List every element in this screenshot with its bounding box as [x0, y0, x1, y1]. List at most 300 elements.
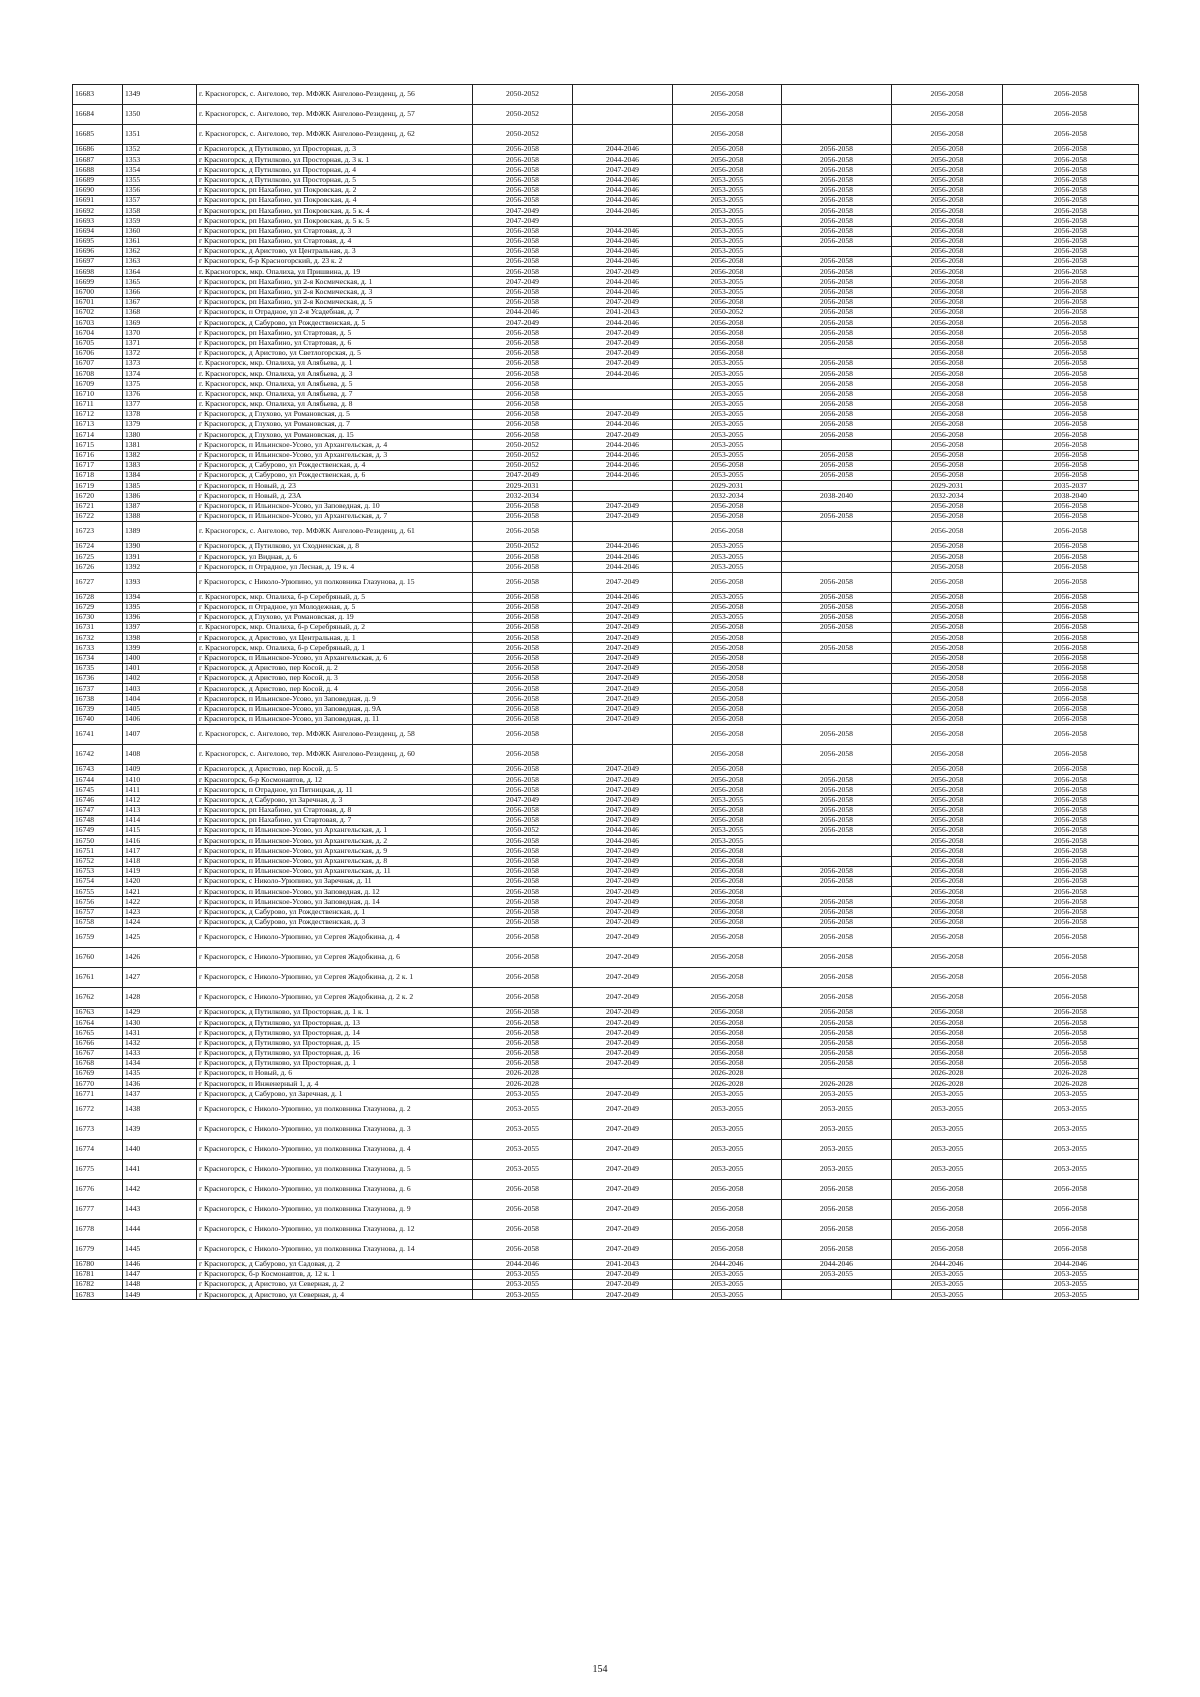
table-row	[73, 917, 1139, 927]
cell-term-2: 2047-2049	[573, 1018, 673, 1028]
table-row	[73, 145, 1139, 155]
table-row	[73, 1179, 1139, 1199]
cell-address: г Красногорск, рп Нахабино, ул 2-я Космическая, д. 5	[197, 297, 473, 307]
cell-term-2: 2044-2046	[573, 836, 673, 846]
cell-term-2: 2047-2049	[573, 653, 673, 663]
cell-term-5: 2056-2058	[892, 927, 1003, 947]
table-row	[73, 1069, 1139, 1079]
cell-row-number: 16693	[73, 216, 123, 226]
cell-row-number: 16727	[73, 572, 123, 592]
cell-term-1: 2056-2058	[473, 358, 573, 368]
table-row	[73, 277, 1139, 287]
cell-term-1: 2056-2058	[473, 897, 573, 907]
table-row	[73, 1259, 1139, 1269]
cell-term-2	[573, 491, 673, 501]
cell-term-5: 2056-2058	[892, 856, 1003, 866]
cell-term-1: 2056-2058	[473, 1048, 573, 1058]
cell-address: г Красногорск, с Николо-Урюпино, ул полковника Глазунова, д. 15	[197, 572, 473, 592]
data-table	[72, 84, 1139, 1300]
table-row	[73, 633, 1139, 643]
cell-term-5: 2056-2058	[892, 165, 1003, 175]
cell-term-3: 2029-2031	[673, 481, 782, 491]
cell-term-1: 2056-2058	[473, 602, 573, 612]
cell-term-2: 2044-2046	[573, 471, 673, 481]
cell-term-4	[782, 633, 892, 643]
cell-term-1: 2056-2058	[473, 1239, 573, 1259]
cell-term-6: 2056-2058	[1003, 815, 1139, 825]
table-row	[73, 195, 1139, 205]
cell-row-number: 16767	[73, 1048, 123, 1058]
cell-address: г Красногорск, рп Нахабино, ул Покровская, д. 4	[197, 195, 473, 205]
table-row	[73, 947, 1139, 967]
cell-address: г Красногорск, д Аристово, пер Косой, д. 3	[197, 674, 473, 684]
cell-term-3: 2050-2052	[673, 308, 782, 318]
cell-term-1: 2053-2055	[473, 1139, 573, 1159]
cell-term-3: 2056-2058	[673, 907, 782, 917]
cell-row-number: 16769	[73, 1069, 123, 1079]
cell-item-number: 1359	[123, 216, 197, 226]
cell-address: г Красногорск, д Сабурово, ул Рождественская, д. 6	[197, 471, 473, 481]
cell-term-3: 2056-2058	[673, 663, 782, 673]
cell-term-4: 2056-2058	[782, 318, 892, 328]
cell-address: г Красногорск, рп Нахабино, ул Стартовая, д. 5	[197, 328, 473, 338]
cell-term-2: 2047-2049	[573, 887, 673, 897]
cell-term-1: 2056-2058	[473, 744, 573, 764]
cell-term-2: 2047-2049	[573, 338, 673, 348]
cell-term-6: 2056-2058	[1003, 785, 1139, 795]
cell-term-2: 2047-2049	[573, 907, 673, 917]
cell-term-3: 2053-2055	[673, 409, 782, 419]
cell-address: г Красногорск, п Ильинское-Усово, ул Заповедная, д. 12	[197, 887, 473, 897]
table-row	[73, 1018, 1139, 1028]
cell-term-2: 2047-2049	[573, 1179, 673, 1199]
cell-term-5: 2056-2058	[892, 185, 1003, 195]
cell-row-number: 16761	[73, 967, 123, 987]
cell-term-3: 2056-2058	[673, 623, 782, 633]
cell-term-2: 2044-2046	[573, 460, 673, 470]
cell-term-1: 2056-2058	[473, 501, 573, 511]
cell-term-6: 2056-2058	[1003, 277, 1139, 287]
cell-address: г. Красногорск, мкр. Опалиха, б-р Серебряный, д. 2	[197, 623, 473, 633]
cell-term-5: 2056-2058	[892, 471, 1003, 481]
cell-item-number: 1385	[123, 481, 197, 491]
table-row	[73, 399, 1139, 409]
cell-item-number: 1350	[123, 105, 197, 125]
table-row	[73, 866, 1139, 876]
cell-term-3: 2056-2058	[673, 1179, 782, 1199]
cell-term-4	[782, 856, 892, 866]
cell-term-4: 2056-2058	[782, 155, 892, 165]
cell-row-number: 16766	[73, 1038, 123, 1048]
cell-term-3: 2056-2058	[673, 714, 782, 724]
cell-term-3: 2056-2058	[673, 155, 782, 165]
cell-term-2: 2047-2049	[573, 694, 673, 704]
cell-term-4: 2053-2055	[782, 1089, 892, 1099]
cell-term-1: 2056-2058	[473, 328, 573, 338]
cell-term-4: 2056-2058	[782, 592, 892, 602]
cell-term-3: 2056-2058	[673, 947, 782, 967]
cell-address: г Красногорск, с Николо-Урюпино, ул полковника Глазунова, д. 5	[197, 1159, 473, 1179]
cell-item-number: 1353	[123, 155, 197, 165]
cell-term-1: 2056-2058	[473, 856, 573, 866]
cell-term-5: 2056-2058	[892, 358, 1003, 368]
cell-term-5: 2056-2058	[892, 1219, 1003, 1239]
cell-address: г Красногорск, д Глухово, ул Романовская, д. 19	[197, 612, 473, 622]
cell-item-number: 1426	[123, 947, 197, 967]
cell-term-2: 2047-2049	[573, 805, 673, 815]
cell-term-6: 2056-2058	[1003, 684, 1139, 694]
cell-term-4	[782, 764, 892, 774]
cell-term-2: 2047-2049	[573, 643, 673, 653]
cell-address: г Красногорск, п Ильинское-Усово, ул Архангельская, д. 3	[197, 450, 473, 460]
cell-term-1: 2056-2058	[473, 877, 573, 887]
cell-address: г Красногорск, д Путилково, ул Просторная, д. 14	[197, 1028, 473, 1038]
cell-address: г Красногорск, рп Нахабино, ул Стартовая, д. 8	[197, 805, 473, 815]
cell-term-2: 2047-2049	[573, 633, 673, 643]
cell-item-number: 1412	[123, 795, 197, 805]
cell-term-5: 2032-2034	[892, 491, 1003, 501]
cell-row-number: 16717	[73, 460, 123, 470]
cell-term-2	[573, 85, 673, 105]
cell-term-6: 2056-2058	[1003, 175, 1139, 185]
cell-term-6: 2056-2058	[1003, 764, 1139, 774]
cell-item-number: 1442	[123, 1179, 197, 1199]
cell-address: г Красногорск, д Аристово, ул Северная, д. 2	[197, 1280, 473, 1290]
cell-term-1: 2056-2058	[473, 389, 573, 399]
table-row	[73, 297, 1139, 307]
cell-term-4: 2038-2040	[782, 491, 892, 501]
cell-term-5: 2056-2058	[892, 85, 1003, 105]
table-row	[73, 105, 1139, 125]
cell-term-5: 2056-2058	[892, 206, 1003, 216]
cell-term-1: 2056-2058	[473, 866, 573, 876]
cell-term-4: 2056-2058	[782, 1179, 892, 1199]
cell-term-6: 2056-2058	[1003, 125, 1139, 145]
table-row	[73, 552, 1139, 562]
table-row	[73, 592, 1139, 602]
cell-row-number: 16737	[73, 684, 123, 694]
cell-term-2	[573, 216, 673, 226]
cell-term-1: 2056-2058	[473, 1028, 573, 1038]
cell-term-3: 2056-2058	[673, 1028, 782, 1038]
cell-row-number: 16729	[73, 602, 123, 612]
cell-term-3: 2056-2058	[673, 805, 782, 815]
cell-address: г Красногорск, с Николо-Урюпино, ул Сергея Жадобкина, д. 6	[197, 947, 473, 967]
cell-term-6: 2053-2055	[1003, 1290, 1139, 1300]
cell-item-number: 1390	[123, 541, 197, 551]
cell-term-2: 2047-2049	[573, 856, 673, 866]
cell-term-1: 2056-2058	[473, 195, 573, 205]
table-row	[73, 308, 1139, 318]
cell-item-number: 1371	[123, 338, 197, 348]
cell-term-6: 2038-2040	[1003, 491, 1139, 501]
cell-row-number: 16771	[73, 1089, 123, 1099]
cell-term-6: 2056-2058	[1003, 612, 1139, 622]
cell-term-5: 2056-2058	[892, 653, 1003, 663]
cell-term-5: 2056-2058	[892, 287, 1003, 297]
table-row	[73, 257, 1139, 267]
cell-term-5: 2056-2058	[892, 338, 1003, 348]
cell-address: г Красногорск, рп Нахабино, ул Покровская, д. 5 к. 4	[197, 206, 473, 216]
cell-term-2	[573, 724, 673, 744]
cell-term-3: 2053-2055	[673, 379, 782, 389]
cell-term-4: 2056-2058	[782, 775, 892, 785]
cell-term-5: 2056-2058	[892, 602, 1003, 612]
cell-row-number: 16733	[73, 643, 123, 653]
cell-term-1: 2047-2049	[473, 206, 573, 216]
cell-address: г Красногорск, д Путилково, ул Просторная, д. 3	[197, 145, 473, 155]
cell-term-5: 2056-2058	[892, 724, 1003, 744]
cell-term-3: 2056-2058	[673, 145, 782, 155]
cell-term-4	[782, 1290, 892, 1300]
cell-item-number: 1405	[123, 704, 197, 714]
table-row	[73, 663, 1139, 673]
cell-term-2: 2047-2049	[573, 1139, 673, 1159]
cell-term-4: 2056-2058	[782, 358, 892, 368]
cell-item-number: 1437	[123, 1089, 197, 1099]
table-row	[73, 155, 1139, 165]
cell-term-5: 2056-2058	[892, 1199, 1003, 1219]
cell-term-6: 2035-2037	[1003, 481, 1139, 491]
cell-term-3: 2056-2058	[673, 724, 782, 744]
cell-term-3: 2056-2058	[673, 1018, 782, 1028]
cell-term-6: 2056-2058	[1003, 297, 1139, 307]
table-row	[73, 175, 1139, 185]
cell-term-4	[782, 541, 892, 551]
cell-term-2: 2044-2046	[573, 206, 673, 216]
cell-item-number: 1408	[123, 744, 197, 764]
cell-term-1: 2044-2046	[473, 308, 573, 318]
cell-term-4: 2053-2055	[782, 1139, 892, 1159]
cell-term-6: 2056-2058	[1003, 744, 1139, 764]
cell-term-6: 2056-2058	[1003, 236, 1139, 246]
cell-address: г Красногорск, рп Нахабино, ул Покровская, д. 5 к. 5	[197, 216, 473, 226]
table-row	[73, 338, 1139, 348]
cell-term-3: 2053-2055	[673, 1119, 782, 1139]
cell-term-2: 2047-2049	[573, 1089, 673, 1099]
cell-row-number: 16781	[73, 1269, 123, 1279]
cell-item-number: 1424	[123, 917, 197, 927]
cell-term-4	[782, 562, 892, 572]
cell-address: г Красногорск, с Николо-Урюпино, ул полковника Глазунова, д. 6	[197, 1179, 473, 1199]
cell-term-6: 2056-2058	[1003, 826, 1139, 836]
cell-term-4	[782, 663, 892, 673]
cell-item-number: 1365	[123, 277, 197, 287]
cell-term-2	[573, 379, 673, 389]
cell-item-number: 1399	[123, 643, 197, 653]
cell-term-3: 2056-2058	[673, 165, 782, 175]
cell-term-5: 2056-2058	[892, 389, 1003, 399]
cell-address: г Красногорск, д Путилково, ул Просторная, д. 1 к. 1	[197, 1007, 473, 1017]
cell-address: г Красногорск, п Ильинское-Усово, ул Заповедная, д. 9	[197, 694, 473, 704]
cell-term-1: 2056-2058	[473, 267, 573, 277]
cell-term-6: 2056-2058	[1003, 643, 1139, 653]
cell-term-3: 2053-2055	[673, 195, 782, 205]
cell-term-2: 2047-2049	[573, 501, 673, 511]
cell-term-4	[782, 552, 892, 562]
cell-term-1: 2056-2058	[473, 155, 573, 165]
cell-term-2: 2047-2049	[573, 877, 673, 887]
cell-item-number: 1377	[123, 399, 197, 409]
cell-term-4: 2056-2058	[782, 216, 892, 226]
cell-term-5: 2056-2058	[892, 267, 1003, 277]
cell-term-6: 2056-2058	[1003, 1199, 1139, 1219]
cell-term-5: 2056-2058	[892, 572, 1003, 592]
cell-term-4	[782, 714, 892, 724]
cell-term-5: 2056-2058	[892, 430, 1003, 440]
cell-item-number: 1403	[123, 684, 197, 694]
cell-row-number: 16725	[73, 552, 123, 562]
cell-row-number: 16711	[73, 399, 123, 409]
cell-term-3: 2053-2055	[673, 206, 782, 216]
cell-term-4: 2056-2058	[782, 724, 892, 744]
cell-term-2: 2047-2049	[573, 1290, 673, 1300]
cell-term-3: 2056-2058	[673, 460, 782, 470]
table-row	[73, 267, 1139, 277]
cell-item-number: 1373	[123, 358, 197, 368]
cell-term-4: 2056-2058	[782, 450, 892, 460]
cell-term-5: 2056-2058	[892, 764, 1003, 774]
cell-term-5: 2056-2058	[892, 704, 1003, 714]
table-row	[73, 1048, 1139, 1058]
cell-term-6: 2056-2058	[1003, 318, 1139, 328]
table-row	[73, 1007, 1139, 1017]
cell-item-number: 1392	[123, 562, 197, 572]
cell-term-6: 2056-2058	[1003, 308, 1139, 318]
cell-term-4: 2056-2058	[782, 308, 892, 318]
cell-term-6: 2056-2058	[1003, 795, 1139, 805]
cell-term-5: 2056-2058	[892, 907, 1003, 917]
cell-term-2: 2047-2049	[573, 297, 673, 307]
table-row	[73, 440, 1139, 450]
cell-address: г Красногорск, рп Нахабино, ул Стартовая, д. 4	[197, 236, 473, 246]
cell-term-4	[782, 836, 892, 846]
cell-item-number: 1378	[123, 409, 197, 419]
cell-term-2: 2047-2049	[573, 704, 673, 714]
cell-address: г Красногорск, д Путилково, ул Просторная, д. 16	[197, 1048, 473, 1058]
cell-term-3: 2056-2058	[673, 877, 782, 887]
cell-term-1: 2056-2058	[473, 785, 573, 795]
cell-term-5: 2056-2058	[892, 501, 1003, 511]
cell-term-1: 2044-2046	[473, 1259, 573, 1269]
cell-term-5: 2056-2058	[892, 216, 1003, 226]
cell-term-4: 2053-2055	[782, 1159, 892, 1179]
cell-term-1: 2050-2052	[473, 450, 573, 460]
cell-item-number: 1367	[123, 297, 197, 307]
cell-term-3: 2053-2055	[673, 1269, 782, 1279]
cell-term-2: 2044-2046	[573, 592, 673, 602]
cell-address: г. Красногорск, с. Ангелово, тер. МФЖК Ангелово-Резиденц, д. 57	[197, 105, 473, 125]
cell-term-4: 2056-2058	[782, 420, 892, 430]
cell-term-3: 2056-2058	[673, 511, 782, 521]
cell-term-2: 2047-2049	[573, 1280, 673, 1290]
cell-row-number: 16738	[73, 694, 123, 704]
table-row	[73, 795, 1139, 805]
cell-term-5: 2056-2058	[892, 623, 1003, 633]
table-row	[73, 541, 1139, 551]
cell-row-number: 16753	[73, 866, 123, 876]
cell-term-5: 2056-2058	[892, 226, 1003, 236]
cell-row-number: 16683	[73, 85, 123, 105]
cell-term-2	[573, 1079, 673, 1089]
cell-term-4: 2056-2058	[782, 1007, 892, 1017]
cell-term-6: 2053-2055	[1003, 1119, 1139, 1139]
cell-term-2: 2047-2049	[573, 1007, 673, 1017]
cell-term-4: 2056-2058	[782, 967, 892, 987]
cell-term-3: 2053-2055	[673, 541, 782, 551]
cell-address: г. Красногорск, мкр. Опалиха, ул Алябьева, д. 1	[197, 358, 473, 368]
cell-address: г Красногорск, д Путилково, ул Просторная, д. 4	[197, 165, 473, 175]
cell-term-2: 2044-2046	[573, 185, 673, 195]
cell-term-6: 2056-2058	[1003, 155, 1139, 165]
cell-term-1: 2056-2058	[473, 612, 573, 622]
cell-term-4	[782, 501, 892, 511]
cell-term-6: 2056-2058	[1003, 846, 1139, 856]
cell-row-number: 16696	[73, 246, 123, 256]
cell-address: г Красногорск, д Глухово, ул Романовская, д. 5	[197, 409, 473, 419]
cell-address: г Красногорск, д Сабурово, ул Рождественская, д. 3	[197, 917, 473, 927]
cell-term-6: 2056-2058	[1003, 1028, 1139, 1038]
cell-term-1: 2050-2052	[473, 125, 573, 145]
cell-term-4: 2056-2058	[782, 471, 892, 481]
cell-term-3: 2053-2055	[673, 1290, 782, 1300]
cell-address: г. Красногорск, мкр. Опалиха, ул Пришвина, д. 19	[197, 267, 473, 277]
cell-item-number: 1439	[123, 1119, 197, 1139]
cell-term-4: 2056-2058	[782, 145, 892, 155]
cell-term-2: 2047-2049	[573, 917, 673, 927]
cell-item-number: 1375	[123, 379, 197, 389]
cell-term-2: 2047-2049	[573, 795, 673, 805]
cell-term-6: 2056-2058	[1003, 1048, 1139, 1058]
cell-term-5: 2056-2058	[892, 562, 1003, 572]
table-row	[73, 85, 1139, 105]
cell-term-1: 2056-2058	[473, 399, 573, 409]
cell-term-4: 2056-2058	[782, 1018, 892, 1028]
cell-address: г Красногорск, п Отрадное, ул Лесная, д. 19 к. 4	[197, 562, 473, 572]
document-sheet	[72, 84, 1138, 1300]
cell-address: г. Красногорск, с. Ангелово, тер. МФЖК Ангелово-Резиденц, д. 62	[197, 125, 473, 145]
cell-term-4: 2056-2058	[782, 226, 892, 236]
cell-row-number: 16768	[73, 1058, 123, 1068]
cell-term-6: 2053-2055	[1003, 1269, 1139, 1279]
cell-term-5: 2056-2058	[892, 440, 1003, 450]
cell-term-2: 2047-2049	[573, 1199, 673, 1219]
cell-term-6: 2056-2058	[1003, 460, 1139, 470]
cell-term-5: 2056-2058	[892, 460, 1003, 470]
cell-term-6: 2056-2058	[1003, 653, 1139, 663]
cell-term-1: 2056-2058	[473, 420, 573, 430]
cell-term-2	[573, 744, 673, 764]
cell-term-6: 2056-2058	[1003, 206, 1139, 216]
cell-term-4: 2056-2058	[782, 236, 892, 246]
cell-row-number: 16691	[73, 195, 123, 205]
cell-term-1: 2053-2055	[473, 1089, 573, 1099]
cell-term-5: 2056-2058	[892, 846, 1003, 856]
cell-term-1: 2029-2031	[473, 481, 573, 491]
cell-row-number: 16773	[73, 1119, 123, 1139]
cell-item-number: 1393	[123, 572, 197, 592]
cell-term-1: 2056-2058	[473, 887, 573, 897]
cell-address: г Красногорск, с Николо-Урюпино, ул полковника Глазунова, д. 2	[197, 1099, 473, 1119]
cell-term-6: 2056-2058	[1003, 967, 1139, 987]
cell-term-1: 2050-2052	[473, 541, 573, 551]
cell-item-number: 1428	[123, 987, 197, 1007]
cell-term-3: 2056-2058	[673, 521, 782, 541]
cell-term-1: 2053-2055	[473, 1269, 573, 1279]
cell-term-2: 2044-2046	[573, 246, 673, 256]
cell-term-3: 2056-2058	[673, 694, 782, 704]
cell-item-number: 1380	[123, 430, 197, 440]
